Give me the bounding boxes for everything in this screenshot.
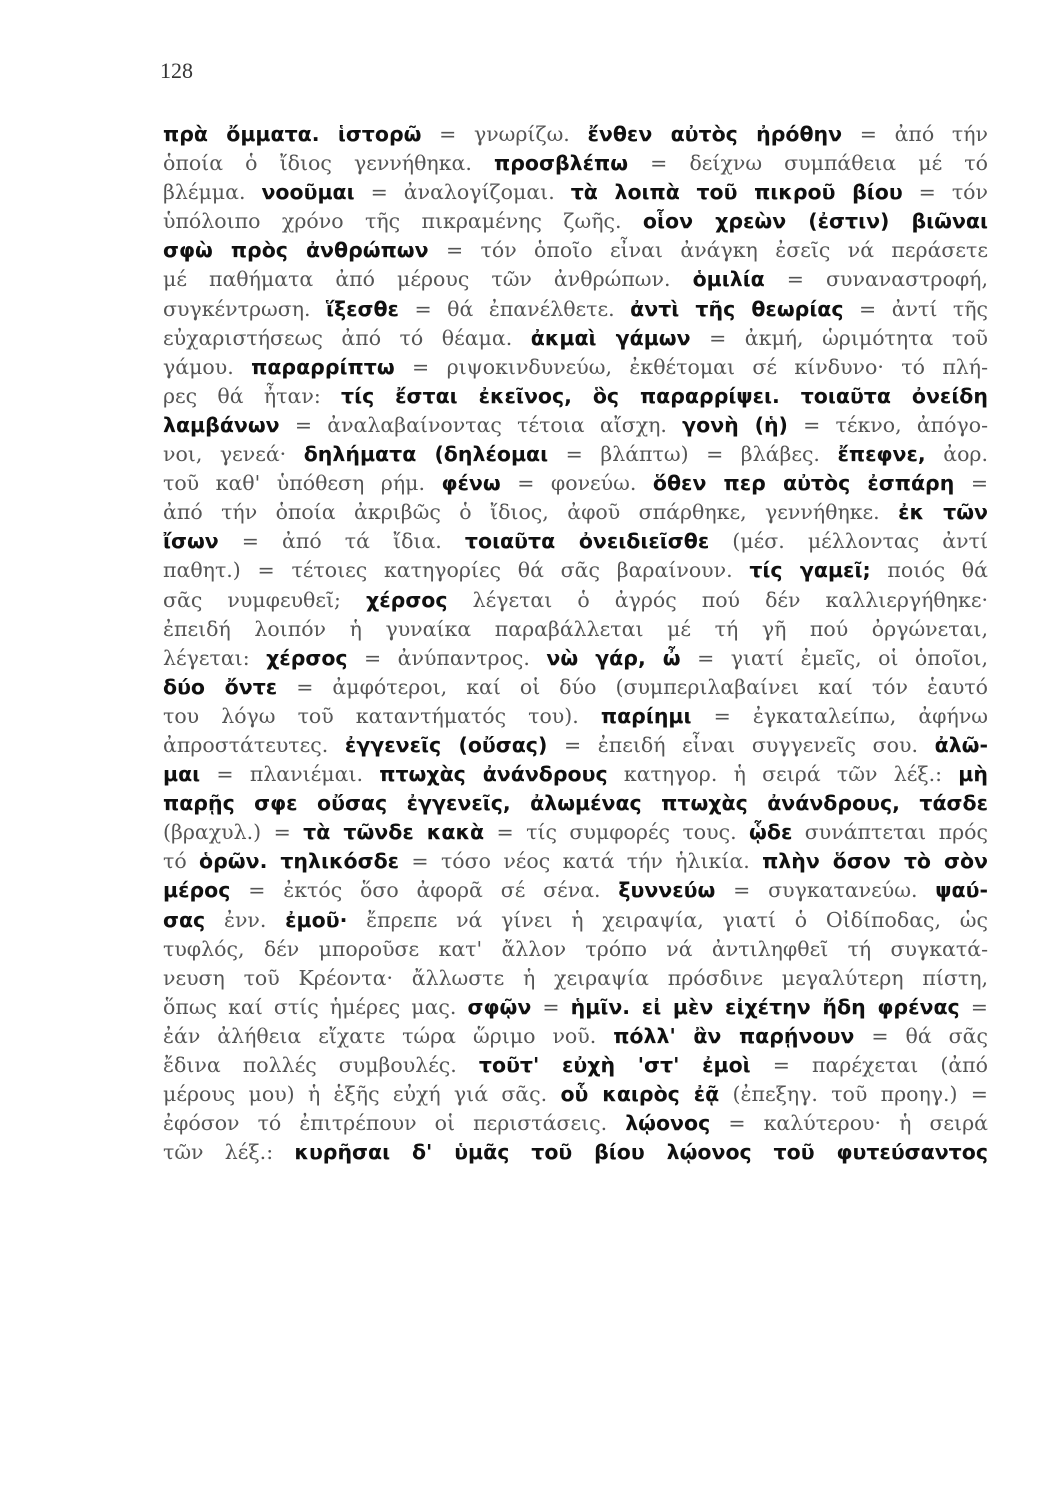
text-line <box>163 935 988 964</box>
text-line <box>163 120 988 149</box>
bold-term: οὗ καιρὸς ἐᾷ <box>560 1082 720 1107</box>
bold-term: δύο ὄντε <box>163 674 278 699</box>
bold-term: τοῦτ' εὐχὴ 'στ' ἐμοὶ <box>478 1053 751 1077</box>
bold-term: τοιαῦτα ὀνειδιεῖσθε <box>464 529 710 554</box>
gloss-text: = θά σᾶς <box>854 1023 988 1048</box>
text-line <box>163 993 988 1022</box>
text-line <box>163 265 988 294</box>
bold-term: ἱστορῶ <box>337 122 422 146</box>
gloss-text: μέρους μου) ἡ ἑξῆς εὐχή γιά σᾶς. <box>163 1082 561 1107</box>
gloss-text: λέγεται ὁ ἀγρός πού δέν καλλιεργήθηκε· <box>447 587 988 612</box>
bold-term: παραρρίπτω <box>251 354 395 379</box>
gloss-text: τοῦ καθ' ὑπόθεση ρήμ. <box>163 471 442 496</box>
bold-term: κυρῆσαι δ' ὑμᾶς τοῦ βίου λῴονος τοῦ φυτεύσαντος <box>294 1140 988 1165</box>
text-line <box>163 906 988 935</box>
bold-term: δηλήματα (δηλέομαι <box>303 442 549 467</box>
gloss-text: = ἀνύπαντρος. <box>347 645 547 670</box>
gloss-text: νευση τοῦ Κρέοντα· ἄλλωστε ἡ χειραψία πρόσδινε μεγαλύτερη πίστη, <box>163 965 988 990</box>
text-line <box>163 789 988 818</box>
text-line <box>163 178 988 207</box>
bold-term: ἵξεσθε <box>326 296 399 321</box>
gloss-text: ἔδινα πολλές συμβουλές. <box>163 1053 479 1077</box>
bold-term: νὼ γάρ, ὦ <box>546 645 681 670</box>
bold-term: σας <box>163 907 206 932</box>
text-line <box>163 469 988 498</box>
gloss-text: = ἀπό τήν <box>842 122 988 146</box>
bold-term: ἀκμαὶ γάμων <box>530 325 691 350</box>
text-line <box>163 324 988 353</box>
bold-term: ἐγγενεῖς (οὔσας) <box>344 732 548 757</box>
gloss-text: ἀπροστάτευτες. <box>163 732 345 757</box>
text-line <box>163 440 988 469</box>
gloss-text: = φονεύω. <box>500 471 653 496</box>
gloss-text: ἐπειδή λοιπόν ἡ γυναίκα παραβάλλεται μέ τή γῆ πού ὀργώνεται, <box>163 616 988 641</box>
gloss-text: = ριψοκινδυνεύω, ἐκθέτομαι σέ κίνδυνο· τό πλή- <box>394 354 988 379</box>
gloss-text: τῶν λέξ.: <box>163 1140 295 1165</box>
bold-term: πτωχὰς ἀνάνδρους <box>379 762 608 787</box>
text-line <box>163 1138 988 1167</box>
bold-term: γονὴ (ἡ) <box>682 412 788 437</box>
gloss-text: = ἀντί τῆς <box>843 296 988 321</box>
text-line <box>163 586 988 615</box>
gloss-text: (μέσ. μέλλοντας ἀντί <box>709 529 988 554</box>
text-line <box>163 615 988 644</box>
text-line <box>163 1109 988 1138</box>
bold-term: ξυννεύω <box>618 878 716 903</box>
gloss-text: κατηγορ. ἡ σειρά τῶν λέξ.: <box>607 762 959 787</box>
gloss-text: ἀπό τήν ὁποία ἀκριβῶς ὁ ἴδιος, ἀφοῦ σπάρθηκε, γεννήθηκε. <box>163 500 899 525</box>
gloss-text: = ἀναλογίζομαι. <box>354 180 571 205</box>
bold-term: οἷον χρεὼν (ἐστιν) βιῶναι <box>642 209 988 234</box>
bold-term: ἀντὶ τῆς θεωρίας <box>630 296 844 321</box>
gloss-text: γάμου. <box>163 354 252 379</box>
gloss-text: = τέκνο, ἀπόγο- <box>787 412 989 437</box>
bold-term: ἔνθεν αὐτὸς ἠρόθην <box>587 122 843 146</box>
bold-term: ὁμιλία <box>692 267 765 292</box>
gloss-text: = πλανιέμαι. <box>200 762 380 787</box>
gloss-text: = τόν <box>902 180 988 205</box>
gloss-text: (βραχυλ.) = <box>163 820 304 845</box>
gloss-text: = τόν ὁποῖο εἶναι ἀνάγκη ἐσεῖς νά περάσετε <box>428 238 988 263</box>
gloss-text: = ἐγκαταλείπω, ἀφήνω <box>691 703 988 728</box>
gloss-text: λέγεται: <box>163 645 267 670</box>
bold-term: ᾧδε <box>749 820 793 845</box>
gloss-text: = ἐπειδή εἶναι συγγενεῖς σου. <box>547 732 935 757</box>
gloss-text: παθητ.) = τέτοιες κατηγορίες θά σᾶς βαραίνουν. <box>163 558 750 583</box>
gloss-text: = συναναστροφή, <box>764 267 988 292</box>
text-line <box>163 847 988 876</box>
gloss-text: συγκέντρωση. <box>163 296 326 321</box>
gloss-text: = ἀπό τά ἴδια. <box>218 529 465 554</box>
text-line <box>163 702 988 731</box>
gloss-text: ὅπως καί στίς ἡμέρες μας. <box>163 994 468 1019</box>
bold-term: ἴσων <box>163 529 219 554</box>
gloss-text: ἀορ. <box>925 442 988 467</box>
bold-term: παρίημι <box>600 703 692 728</box>
bold-term: τίς γαμεῖ; <box>749 558 871 583</box>
gloss-text: ὑπόλοιπο χρόνο τῆς πικραμένης ζωῆς. <box>163 209 643 234</box>
gloss-text: βλέμμα. <box>163 180 262 205</box>
gloss-text: του λόγω τοῦ καταντήματός του). <box>163 703 601 728</box>
gloss-text: = γνωρίζω. <box>421 122 588 146</box>
bold-term: μὴ <box>958 762 988 787</box>
gloss-text: ἔπρεπε νά γίνει ἡ χειραψία, γιατί ὁ Οἰδίποδας, ὡς <box>347 907 988 932</box>
gloss-text: = συγκατανεύω. <box>715 878 936 903</box>
text-line <box>163 149 988 178</box>
gloss-text: = ἀναλαβαίνοντας τέτοια αἴσχη. <box>279 412 683 437</box>
text-line <box>163 207 988 236</box>
gloss-text: = ἀκμή, ὡριμότητα τοῦ <box>690 325 989 350</box>
text-line <box>163 964 988 993</box>
bold-term: χέρσος <box>266 645 348 670</box>
gloss-text: = γιατί ἐμεῖς, οἱ ὁποῖοι, <box>680 645 988 670</box>
text-line <box>163 673 988 702</box>
text-line <box>163 876 988 905</box>
text-line <box>163 236 988 265</box>
text-line <box>163 527 988 556</box>
gloss-text: (ἐπεξηγ. τοῦ προηγ.) = <box>719 1082 988 1107</box>
bold-term: τὰ τῶνδε κακὰ <box>303 820 485 845</box>
gloss-text: συνάπτεται πρός <box>792 820 988 845</box>
bold-term: λῴονος <box>625 1111 711 1136</box>
text-line <box>163 731 988 760</box>
bold-term: πλὴν ὅσον τὸ σὸν <box>762 849 988 874</box>
text-line <box>163 1080 988 1109</box>
gloss-text: = παρέχεται (ἀπό <box>750 1053 988 1077</box>
text-line <box>163 818 988 847</box>
bold-term: ἀλῶ- <box>934 732 988 757</box>
text-line <box>163 1022 988 1051</box>
page-number: 128 <box>160 58 193 83</box>
gloss-text: = ἐκτός ὅσο ἀφορᾶ σέ σένα. <box>230 878 619 903</box>
text-line <box>163 556 988 585</box>
gloss-text: σᾶς νυμφευθεῖ; <box>163 587 367 612</box>
gloss-text: = <box>531 994 571 1019</box>
text-line <box>163 411 988 440</box>
gloss-text: = θά ἐπανέλθετε. <box>398 296 631 321</box>
gloss-text: = <box>954 471 988 496</box>
bold-term: προσβλέπω <box>494 151 629 176</box>
gloss-text: ὁποία ὁ ἴδιος γεννήθηκα. <box>163 151 494 176</box>
bold-term: σφῷν <box>467 994 532 1019</box>
bold-term: σφὼ πρὸς ἀνθρώπων <box>163 238 429 263</box>
gloss-text: ρες θά ἦταν: <box>163 383 342 408</box>
gloss-text: = δείχνω συμπάθεια μέ τό <box>628 151 988 176</box>
text-line <box>163 353 988 382</box>
gloss-text: ἐνν. <box>205 907 286 932</box>
text-line <box>163 1051 988 1080</box>
gloss-text: = βλάπτω) = βλάβες. <box>548 442 838 467</box>
bold-term: ἔπεφνε, <box>837 442 926 467</box>
text-line <box>163 382 988 411</box>
text-line <box>163 760 988 789</box>
commentary-text <box>163 120 988 1167</box>
bold-term: ἐκ τῶν <box>898 500 988 525</box>
gloss-text: τό <box>163 849 200 874</box>
gloss-text: = τίς συμφορές τους. <box>484 820 750 845</box>
gloss-text: = <box>959 994 988 1019</box>
bold-term: μέρος <box>163 878 231 903</box>
bold-term: νοοῦμαι <box>261 180 355 205</box>
bold-term: μαι <box>163 762 201 787</box>
bold-term: χέρσος <box>366 587 448 612</box>
bold-term: ὅθεν περ αὐτὸς ἐσπάρη <box>652 471 955 496</box>
gloss-text: = ἀμφότεροι, καί οἱ δύο (συμπεριλαβαίνει καί τόν ἑαυτό <box>277 674 988 699</box>
gloss-text: = τόσο νέος κατά τήν ἡλικία. <box>399 849 763 874</box>
bold-term: πόλλ' ἂν παρῄνουν <box>613 1023 855 1048</box>
text-line <box>163 644 988 673</box>
gloss-text: μέ παθήματα ἀπό μέρους τῶν ἀνθρώπων. <box>163 267 693 292</box>
bold-term: ἐμοῦ· <box>285 907 348 932</box>
gloss-text: εὐχαριστήσεως ἀπό τό θέαμα. <box>163 325 531 350</box>
gloss-text: = καλύτερου· ἡ σειρά <box>710 1111 988 1136</box>
gloss-text: νοι, γενεά· <box>163 442 304 467</box>
bold-term: ὁρῶν. τηλικόσδε <box>199 849 400 874</box>
bold-term: φένω <box>441 471 501 496</box>
bold-term: τίς ἔσται ἐκεῖνος, ὃς παραρρίψει. τοιαῦτα ὀνείδη <box>341 383 988 408</box>
bold-term: ψαύ- <box>935 878 988 903</box>
bold-term: λαμβάνων <box>163 412 280 437</box>
gloss-text: ἐφόσον τό ἐπιτρέπουν οἱ περιστάσεις. <box>163 1111 626 1136</box>
bold-term: παρῇς σφε οὔσας ἐγγενεῖς, ἀλωμένας πτωχὰς ἀνάνδρους, τάσδε <box>163 791 988 816</box>
gloss-text: ποιός θά <box>870 558 988 583</box>
gloss-text: τυφλός, δέν μποροῦσε κατ' ἄλλον τρόπο νά ἀντιληφθεῖ τή συγκατά- <box>163 936 988 961</box>
gloss-text: ἐάν ἀλήθεια εἴχατε τώρα ὥριμο νοῦ. <box>163 1023 614 1048</box>
bold-term: τὰ λοιπὰ τοῦ πικροῦ βίου <box>570 180 903 205</box>
bold-term: ἡμῖν. εἰ μὲν εἰχέτην ἤδη φρένας <box>570 994 960 1019</box>
text-line <box>163 498 988 527</box>
bold-term: πρὰ ὄμματα. <box>163 122 338 146</box>
text-line <box>163 295 988 324</box>
